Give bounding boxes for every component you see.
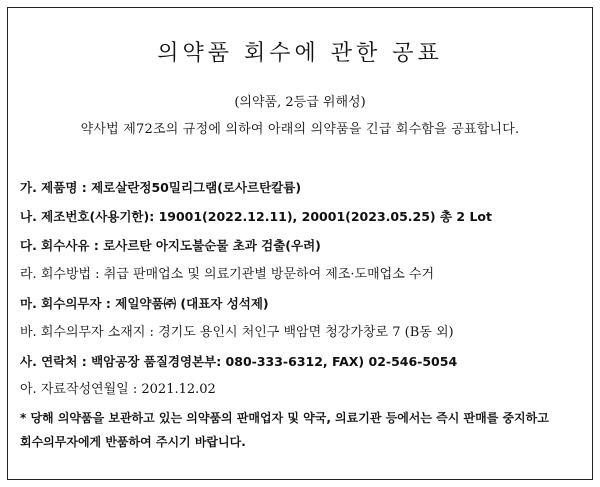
item-value: 2021.12.02 — [141, 382, 216, 397]
item-value: 제로살란정50밀리그램(로사르탄칼륨) — [91, 180, 302, 195]
notice-title: 의약품 회수에 관한 공표 — [157, 41, 443, 66]
item-label: 다. 회수사유 : — [20, 238, 104, 253]
item-lot-number — [20, 208, 584, 226]
item-contact — [20, 353, 584, 371]
item-label: 아. 자료작성연월일 : — [20, 382, 142, 397]
item-value: 제일약품㈜ (대표자 성석제) — [115, 296, 269, 311]
item-value: 19001(2022.12.11), 20001(2023.05.25) 총 2 Lot — [158, 209, 492, 224]
item-product-name — [20, 179, 584, 197]
item-obligor — [20, 295, 584, 313]
notice-footnote: * 당해 의약품을 보관하고 있는 의약품의 판매업자 및 약국, 의료기관 등에서는 즉시 판매를 중지하고 회수의무자에게 반품하여 주시기 바랍니다. — [20, 411, 549, 449]
notice-intro: 약사법 제72조의 규정에 의하여 아래의 의약품을 긴급 회수함을 공표합니다. — [80, 122, 520, 137]
item-recall-reason — [20, 237, 584, 255]
item-date — [20, 381, 584, 399]
item-label: 바. 회수의무자 소재지 : — [20, 325, 159, 340]
item-label: 가. 제품명 : — [20, 180, 92, 195]
item-label: 마. 회수의무자 : — [20, 296, 116, 311]
item-value: 취급 판매업소 및 의료기관별 방문하여 제조·도매업소 수거 — [103, 267, 435, 282]
item-value: 로사르탄 아지도불순물 초과 검출(우려) — [103, 238, 321, 253]
recall-notice-box — [7, 7, 593, 480]
item-recall-method — [20, 266, 584, 284]
item-value: 경기도 용인시 처인구 백암면 청강가창로 7 (B동 외) — [158, 325, 454, 340]
item-value: 백암공장 품질경영본부: 080-333-6312, FAX) 02-546-5054 — [91, 354, 458, 369]
item-label: 라. 회수방법 : — [20, 267, 104, 282]
notice-subtitle: (의약품, 2등급 위해성) — [234, 95, 366, 110]
item-label: 사. 연락처 : — [20, 354, 92, 369]
item-label: 나. 제조번호(사용기한): — [20, 209, 159, 224]
item-obligor-address — [20, 324, 584, 342]
